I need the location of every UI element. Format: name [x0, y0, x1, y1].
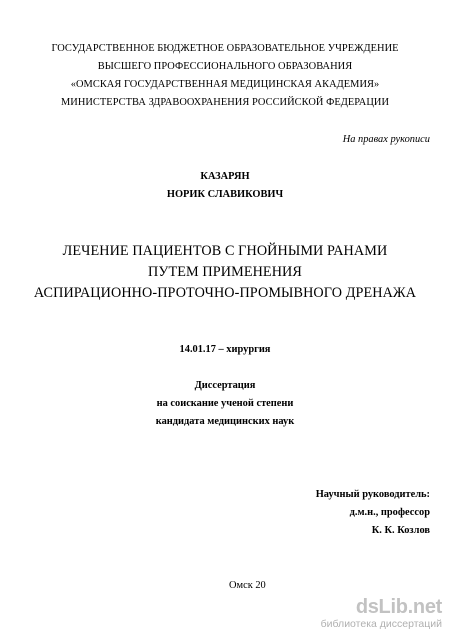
manuscript-note: На правах рукописи — [342, 134, 430, 145]
watermark-tagline: библиотека диссертаций — [320, 618, 442, 630]
institution-line-1: ГОСУДАРСТВЕННОЕ БЮДЖЕТНОЕ ОБРАЗОВАТЕЛЬНОЕ УЧРЕЖДЕНИЕ — [51, 43, 399, 54]
degree-line-2: на соискание ученой степени — [156, 398, 294, 409]
dslib-watermark[interactable] — [320, 596, 442, 632]
dissertation-title-line-2: ПУТЕМ ПРИМЕНЕНИЯ — [148, 264, 302, 280]
supervisor-name: К. К. Козлов — [371, 525, 430, 536]
degree-line-1: Диссертация — [194, 380, 256, 391]
institution-line-3: «ОМСКАЯ ГОСУДАРСТВЕННАЯ МЕДИЦИНСКАЯ АКАДЕМИЯ» — [70, 79, 380, 90]
degree-line-3: кандидата медицинских наук — [155, 416, 295, 427]
watermark-logo[interactable]: dsLib.net — [355, 596, 442, 618]
dissertation-title-line-3: АСПИРАЦИОННО-ПРОТОЧНО-ПРОМЫВНОГО ДРЕНАЖА — [33, 285, 417, 301]
supervisor-degree: д.м.н., профессор — [349, 507, 430, 518]
institution-line-4: МИНИСТЕРСТВА ЗДРАВООХРАНЕНИЯ РОССИЙСКОЙ ФЕДЕРАЦИИ — [60, 97, 390, 108]
institution-line-2: ВЫСШЕГО ПРОФЕССИОНАЛЬНОГО ОБРАЗОВАНИЯ — [97, 61, 353, 72]
dissertation-title-line-1: ЛЕЧЕНИЕ ПАЦИЕНТОВ С ГНОЙНЫМИ РАНАМИ — [62, 243, 388, 259]
supervisor-label: Научный руководитель: — [315, 489, 430, 500]
author-name: НОРИК СЛАВИКОВИЧ — [166, 189, 284, 200]
place-year: Омск 20 — [229, 580, 266, 591]
specialty-code: 14.01.17 – хирургия — [179, 344, 271, 355]
author-surname: КАЗАРЯН — [200, 171, 250, 182]
